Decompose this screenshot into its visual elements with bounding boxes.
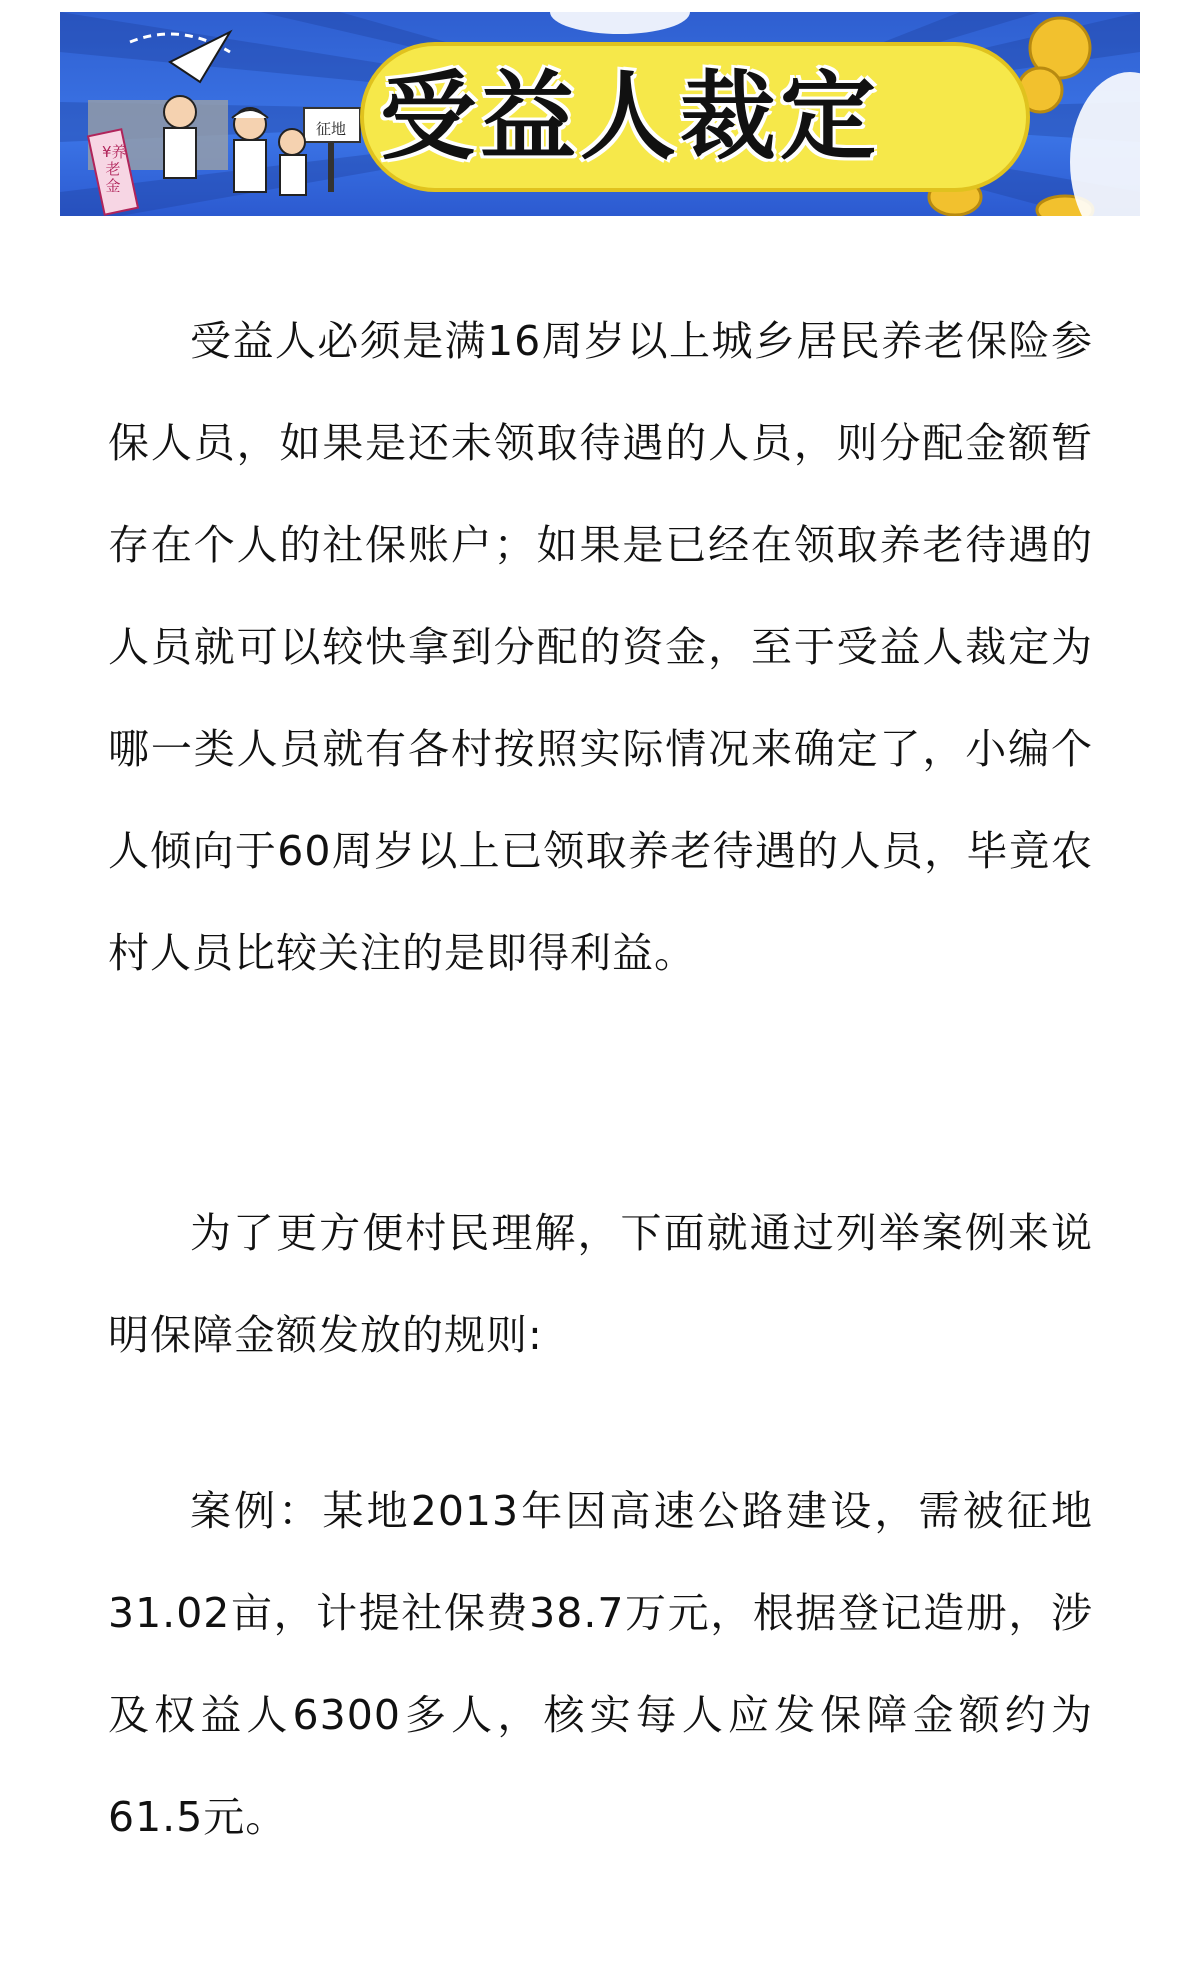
paragraph-case-example: 案例：某地2013年因高速公路建设，需被征地31.02亩，计提社保费38.7万元，根据登记造册，涉及权益人6300多人，核实每人应发保障金额约为61.5元。 xyxy=(108,1487,1093,1841)
header-banner xyxy=(60,12,1140,216)
sign-label: 征地 xyxy=(316,120,347,138)
banner-title: 受益人裁定 xyxy=(380,61,880,173)
pension-card-label: ¥养老金 xyxy=(102,143,127,195)
paragraph-beneficiary-rules: 受益人必须是满16周岁以上城乡居民养老保险参保人员，如果是还未领取待遇的人员，则分配金额暂存在个人的社保账户；如果是已经在领取养老待遇的人员就可以较快拿到分配的资金，至于受益人裁定为哪一类人员就有各村按照实际情况来确定了，小编个人倾向于60周岁以上已领取养老待遇的人员，毕竟农村人员比较关注的是即得利益。 xyxy=(108,317,1093,977)
paragraph-example-intro: 为了更方便村民理解，下面就通过列举案例来说明保障金额发放的规则: xyxy=(108,1209,1093,1359)
